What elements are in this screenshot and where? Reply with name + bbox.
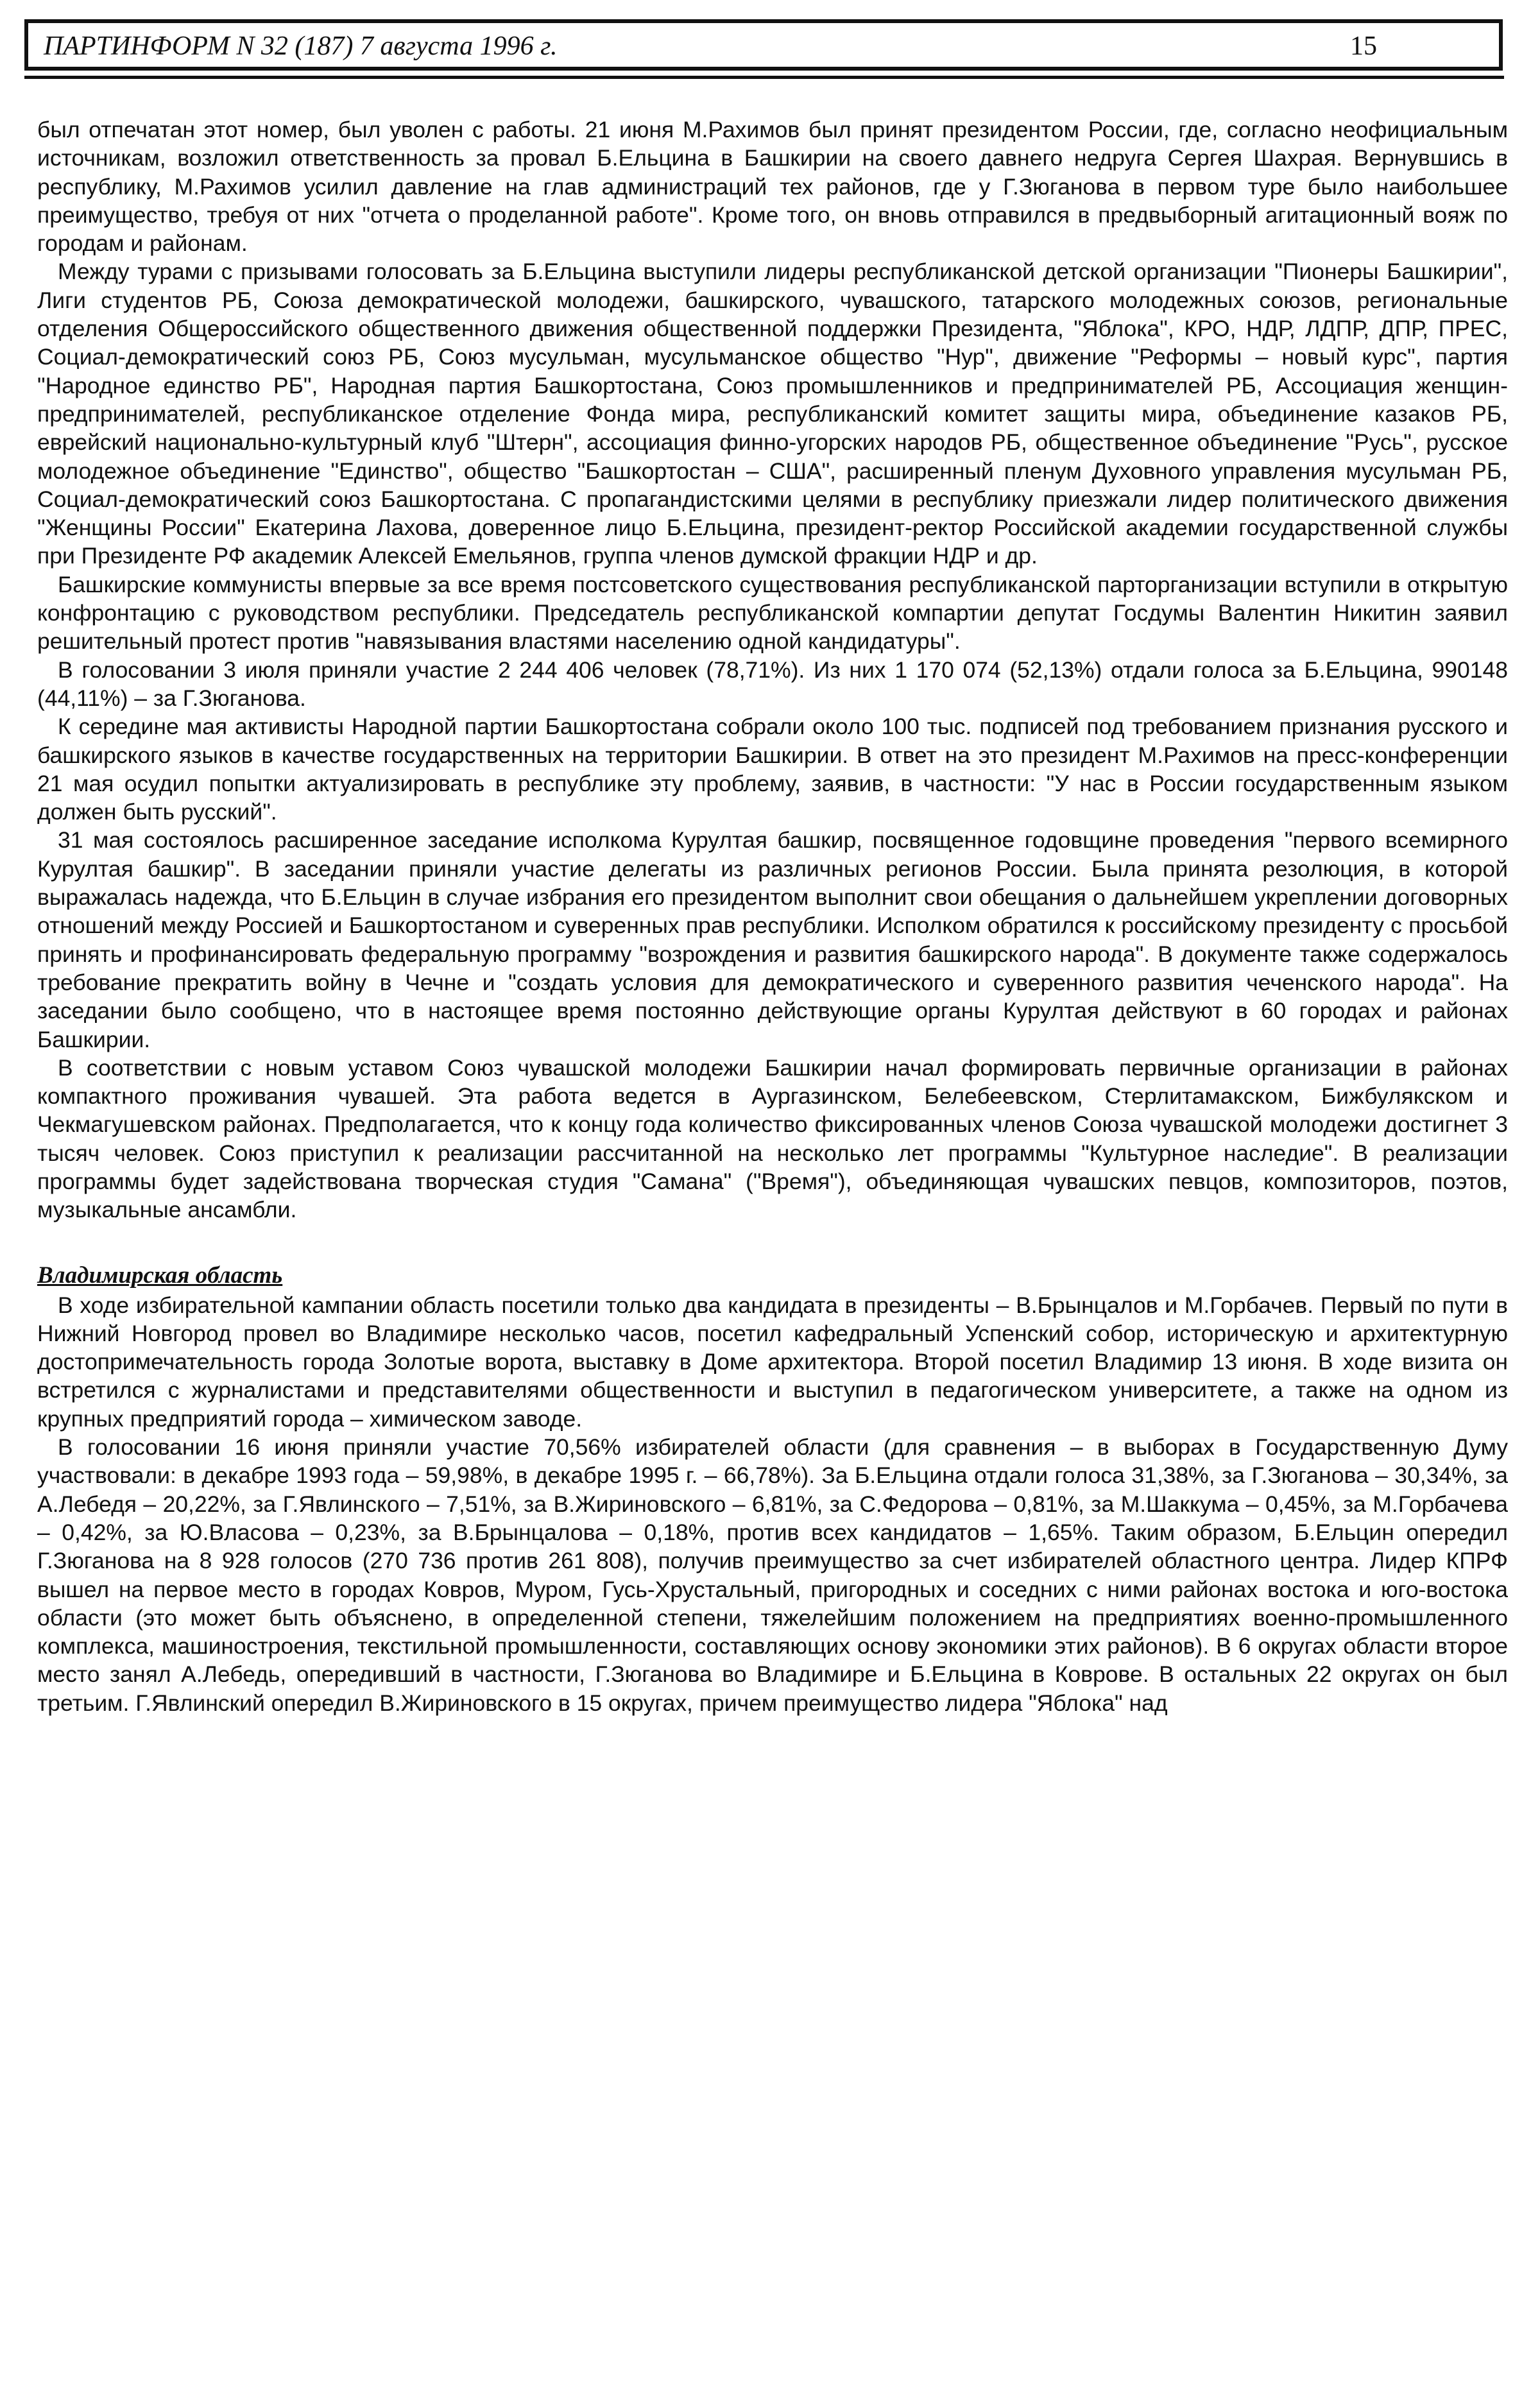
header-rule <box>24 76 1504 79</box>
section-heading: Владимирская область <box>37 1262 283 1289</box>
paragraph: В ходе избирательной кампании область посетили только два кандидата в президенты – В.Брынцалов и М.Горбачев. Первый по пути в Нижний Новгород провел во Владимире несколько часов, посетил кафедральный Успенский собор, историческую и архитектурную достопримечательность города Золотые ворота, выставку в Доме архитектора. Второй посетил Владимир 13 июня. В ходе визита он встретился с журналистами и представителями общественности и выступил в педагогическом университете, а также на одном из крупных предприятий города – химическом заводе. <box>37 1292 1508 1432</box>
article-body <box>37 116 1508 1717</box>
page-header <box>24 19 1503 71</box>
paragraph: Между турами с призывами голосовать за Б.Ельцина выступили лидеры республиканской детской организации "Пионеры Башкирии", Лиги студентов РБ, Союза демократической молодежи, башкирского, чувашского, татарского молодежных союзов, региональные отделения Общероссийского общественного движения общественной поддержки Президента, "Яблока", КРО, НДР, ЛДПР, ДПР, ПРЕС, Социал-демократический союз РБ, Союз мусульман, мусульманское общество "Нур", движение "Реформы – новый курс", партия "Народное единство РБ", Народная партия Башкортостана, Союз промышленников и предпринимателей РБ, Ассоциация женщин-предпринимателей, республиканское отделение Фонда мира, республиканский комитет защиты мира, объединение казаков РБ, еврейский национально-культурный клуб "Штерн", ассоциация финно-угорских народов РБ, общественное объединение "Русь", русское молодежное объединение "Единство", общество "Башкортостан – США", расширенный пленум Духовного управления мусульман РБ, Социал-демократический союз Башкортостана. С пропагандистскими целями в республику приезжали лидер политического движения "Женщины России" Екатерина Лахова, доверенное лицо Б.Ельцина, президент-ректор Российской академии государственной службы при Президенте РФ академик Алексей Емельянов, группа членов думской фракции НДР и др. <box>37 259 1508 569</box>
paragraph: Башкирские коммунисты впервые за все время постсоветского существования республиканской парторганизации вступили в открытую конфронтацию с руководством республики. Председатель республиканской компартии депутат Госдумы Валентин Никитин заявил решительный протест против "навязывания властями населению одной кандидатуры". <box>37 571 1508 655</box>
paragraph: В голосовании 16 июня приняли участие 70,56% избирателей области (для сравнения – в выборах в Государственную Думу участвовали: в декабре 1993 года – 59,98%, в декабре 1995 г. – 66,78%). За Б.Ельцина отдали голоса 31,38%, за Г.Зюганова – 30,34%, за А.Лебедя – 20,22%, за Г.Явлинского – 7,51%, за В.Жириновского – 6,81%, за С.Федорова – 0,81%, за М.Шаккума – 0,45%, за М.Горбачева – 0,42%, за Ю.Власова – 0,23%, за В.Брынцалова – 0,18%, против всех кандидатов – 1,65%. Таким образом, Б.Ельцин опередил Г.Зюганова на 8 928 голосов (270 736 против 261 808), получив преимущество за счет избирателей областного центра. Лидер КПРФ вышел на первое место в городах Ковров, Муром, Гусь-Хрустальный, пригородных и соседних с ними районах востока и юго-востока области (это может быть объяснено, в определенной степени, тяжелейшим положением на предприятиях военно-промышленного комплекса, машиностроения, текстильной промышленности, составляющих основу экономики этих районов). В 6 округах области второе место занял А.Лебедь, опередивший в частности, Г.Зюганова во Владимире и Б.Ельцина в Коврове. В остальных 22 округах он был третьим. Г.Явлинский опередил В.Жириновского в 15 округах, причем преимущество лидера "Яблока" над <box>37 1434 1508 1716</box>
paragraph: был отпечатан этот номер, был уволен с работы. 21 июня М.Рахимов был принят президентом России, где, согласно неофициальным источникам, возложил ответственность за провал Б.Ельцина в Башкирии на своего давнего недруга Сергея Шахрая. Вернувшись в республику, М.Рахимов усилил давление на глав администраций тех районов, где у Г.Зюганова в первом туре было наибольшее преимущество, требуя от них "отчета о проделанной работе". Кроме того, он вновь отправился в предвыборный агитационный вояж по городам и районам. <box>37 117 1508 257</box>
paragraph: В голосовании 3 июля приняли участие 2 244 406 человек (78,71%). Из них 1 170 074 (52,13%) отдали голоса за Б.Ельцина, 990148 (44,11%) – за Г.Зюганова. <box>37 656 1508 711</box>
paragraph: В соответствии с новым уставом Союз чувашской молодежи Башкирии начал формировать первичные организации в районах компактного проживания чувашей. Эта работа ведется в Аургазинском, Белебеевском, Стерлитамакском, Бижбулякском и Чекмагушевском районах. Предполагается, что к концу года количество фиксированных членов Союза чувашской молодежи достигнет 3 тысяч человек. Союз приступил к реализации рассчитанной на несколько лет программы "Культурное наследие". В реализации программы будет задействована творческая студия "Самана" ("Время"), объединяющая чувашских певцов, композиторов, поэтов, музыкальные ансамбли. <box>37 1054 1508 1223</box>
publication-title: ПАРТИНФОРМ N 32 (187) 7 августа 1996 г. <box>44 31 558 61</box>
page-number: 15 <box>1350 31 1377 61</box>
paragraph: К середине мая активисты Народной партии Башкортостана собрали около 100 тыс. подписей под требованием признания русского и башкирского языков в качестве государственных на территории Башкирии. В ответ на это президент М.Рахимов на пресс-конференции 21 мая осудил попытки актуализировать в республике эту проблему, заявив, в частности: "У нас в России государственным языком должен быть русский". <box>37 714 1508 825</box>
paragraph: 31 мая состоялось расширенное заседание исполкома Курултая башкир, посвященное годовщине проведения "первого всемирного Курултая башкир". В заседании приняли участие делегаты из различных регионов России. Была принята резолюция, в которой выражалась надежда, что Б.Ельцин в случае избрания его президентом выполнит свои обещания о дальнейшем укреплении договорных отношений между Россией и Башкортостаном и суверенных прав республики. Исполком обратился к российскому президенту с просьбой принять и профинансировать федеральную программу "возрождения и развития башкирского народа". В документе также содержалось требование прекратить войну в Чечне и "создать условия для демократического и суверенного развития чеченского народа". На заседании было сообщено, что в настоящее время постоянно действующие органы Курултая действуют в 60 городах и районах Башкирии. <box>37 827 1508 1052</box>
